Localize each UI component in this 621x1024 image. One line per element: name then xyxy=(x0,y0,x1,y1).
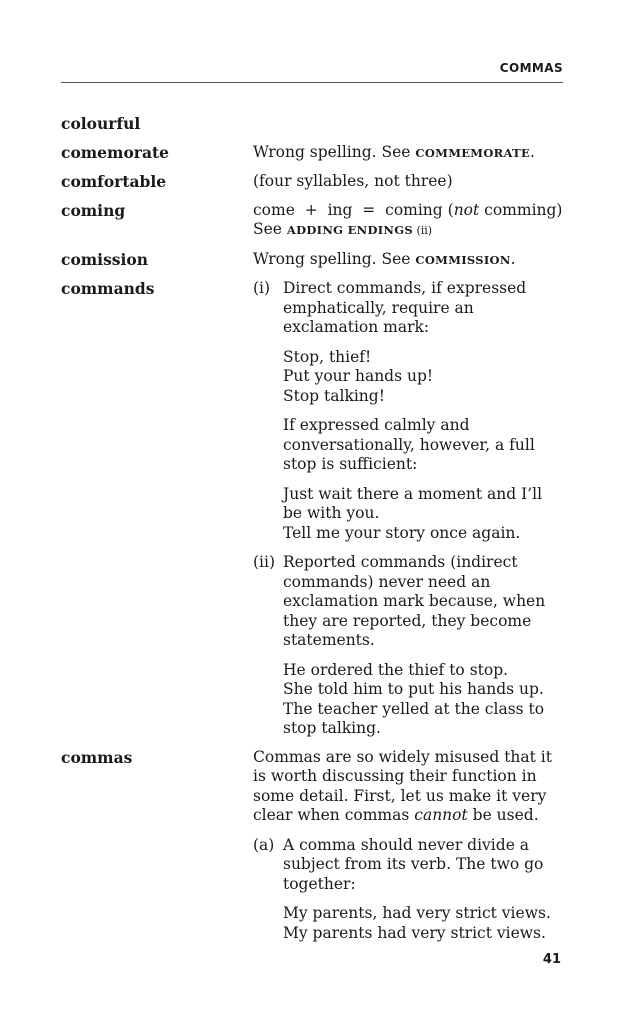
entry-text: See xyxy=(253,220,287,238)
cross-reference: COMMEMORATE xyxy=(415,145,531,160)
headword: comfortable xyxy=(61,172,167,191)
example-block xyxy=(283,904,563,943)
lettered-item xyxy=(253,836,563,944)
example-line: Stop talking! xyxy=(283,386,385,405)
example-line: Stop, thief! xyxy=(283,347,372,366)
headword: comemorate xyxy=(61,142,170,162)
headword: coming xyxy=(61,200,126,220)
entry-text: . xyxy=(530,142,535,161)
numbered-item xyxy=(253,279,563,543)
entry-body xyxy=(253,748,563,954)
example-line: My parents had very strict views. xyxy=(283,923,546,942)
entry-line xyxy=(253,220,563,241)
cross-reference: ADDING ENDINGS xyxy=(286,223,413,237)
entry-text: comming) xyxy=(479,200,563,219)
paragraph: Direct commands, if expressed emphatically, require an exclamation mark: xyxy=(283,279,527,336)
entry-commas xyxy=(61,748,563,954)
example-line: Put your hands up! xyxy=(283,367,434,385)
entry-text: Wrong spelling. See xyxy=(253,142,416,161)
page-number: 41 xyxy=(542,952,561,967)
entry-body xyxy=(253,279,563,739)
emphasis: cannot xyxy=(414,806,468,824)
example-block xyxy=(283,348,563,407)
dictionary-entries xyxy=(61,114,563,962)
entry-body xyxy=(253,250,563,271)
entry-comission xyxy=(61,250,563,271)
example-line: He ordered the thief to stop. xyxy=(283,660,509,679)
entry-coming xyxy=(61,201,563,241)
example-line: She told him to put his hands up. xyxy=(283,680,544,698)
paragraph: Reported commands (indirect commands) never need an exclamation mark because, when they are reported, they become statements. xyxy=(283,553,546,649)
headword: commands xyxy=(61,279,155,298)
emphasis: not xyxy=(453,200,480,219)
entry-text: be used. xyxy=(467,806,539,824)
header-rule xyxy=(61,82,563,83)
numbered-item xyxy=(253,553,563,739)
entry-commands xyxy=(61,279,563,739)
entry-comfortable xyxy=(61,172,563,192)
entry-line xyxy=(253,201,563,221)
headword: colourful xyxy=(61,114,141,133)
example-line: My parents, had very strict views. xyxy=(283,904,551,922)
entry-body xyxy=(253,201,563,241)
paragraph: If expressed calmly and conversationally, however, a full stop is sufficient: xyxy=(283,416,535,473)
entry-text: . xyxy=(510,249,516,268)
item-marker: (a) xyxy=(253,835,275,854)
entry-body: (four syllables, not three) xyxy=(253,172,453,190)
entry-text: Commas are so widely misused that it is worth discussing their function in some detail. First, let us make it very clear when commas xyxy=(253,747,552,824)
entry-comemorate xyxy=(61,143,563,164)
item-marker: (i) xyxy=(253,279,271,297)
headword: comission xyxy=(61,249,149,269)
entry-text: Wrong spelling. See xyxy=(253,249,416,268)
entry-colourful xyxy=(61,114,563,134)
headword: commas xyxy=(61,747,133,767)
running-head: COMMAS xyxy=(499,61,563,75)
example-line: Just wait there a moment and I’ll be with you. xyxy=(283,484,543,522)
item-content xyxy=(283,553,563,739)
cross-reference: COMMISSION xyxy=(415,252,511,267)
item-content xyxy=(283,836,563,944)
entry-text: come + ing = coming ( xyxy=(253,200,454,219)
entry-body xyxy=(253,114,563,134)
paragraph xyxy=(253,748,563,826)
cross-reference-suffix: (ii) xyxy=(412,224,433,237)
example-block xyxy=(283,661,563,739)
example-line: Tell me your story once again. xyxy=(283,523,521,542)
item-marker: (ii) xyxy=(253,553,276,571)
example-line: The teacher yelled at the class to stop talking. xyxy=(283,699,545,737)
example-block xyxy=(283,485,563,544)
entry-body xyxy=(253,143,563,164)
item-content xyxy=(283,279,563,543)
paragraph: A comma should never divide a subject from its verb. The two go together: xyxy=(283,835,544,893)
